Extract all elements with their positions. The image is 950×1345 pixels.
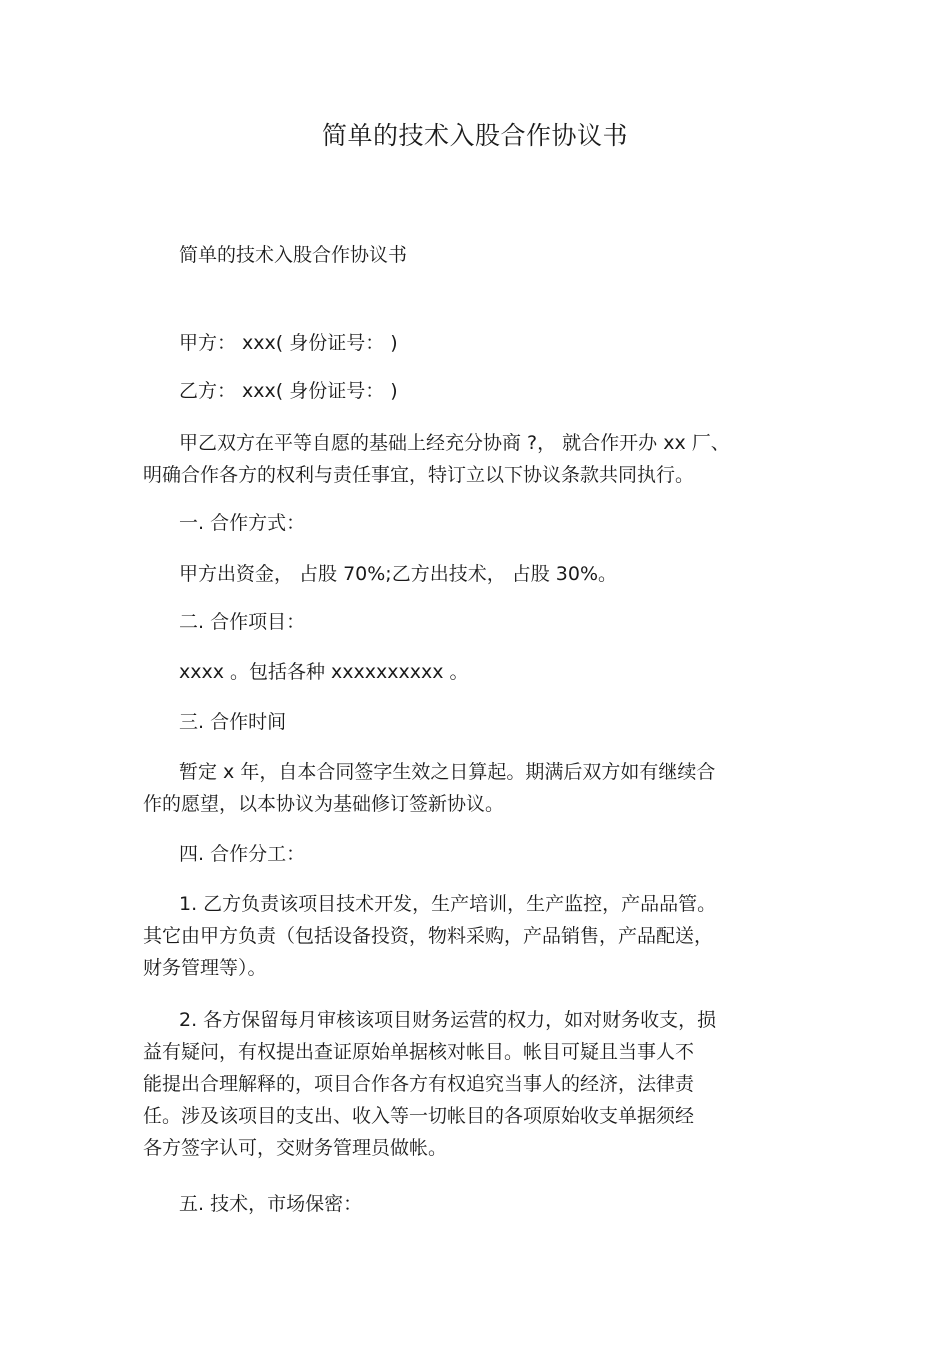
section3-line: 作的愿望，以本协议为基础修订签新协议。 [143, 793, 505, 815]
section1-heading: 一. 合作方式： [179, 512, 306, 534]
section1-body: 甲方出资金， 占股 70%;乙方出技术， 占股 30%。 [179, 563, 618, 585]
section5-heading: 五. 技术，市场保密： [179, 1193, 363, 1215]
item2-line: 益有疑问，有权提出查证原始单据核对帐目。帐目可疑且当事人不 [143, 1041, 695, 1063]
item2-line: 2. 各方保留每月审核该项目财务运营的权力，如对财务收支，损 [179, 1009, 717, 1031]
document-title: 简单的技术入股合作协议书 [321, 121, 628, 150]
subtitle: 简单的技术入股合作协议书 [179, 244, 408, 266]
item1-paragraph [143, 888, 823, 984]
party-b-line: 乙方： xxx( 身份证号： ) [179, 380, 398, 402]
section3-heading: 三. 合作时间 [179, 711, 287, 733]
intro-line: 明确合作各方的权利与责任事宜，特订立以下协议条款共同执行。 [143, 464, 695, 486]
section2-body: xxxx 。包括各种 xxxxxxxxxx 。 [179, 661, 469, 683]
section3-paragraph [143, 756, 823, 820]
item2-line: 任。涉及该项目的支出、收入等一切帐目的各项原始收支单据须经 [143, 1105, 695, 1127]
item2-paragraph [143, 1004, 823, 1164]
party-a-line: 甲方： xxx( 身份证号： ) [179, 332, 398, 354]
item1-line: 1. 乙方负责该项目技术开发，生产培训，生产监控，产品品管。 [179, 893, 717, 915]
intro-line: 甲乙双方在平等自愿的基础上经充分协商 ?， 就合作开办 xx 厂、 [179, 432, 730, 454]
item1-line: 财务管理等）。 [143, 957, 267, 979]
intro-paragraph [143, 427, 823, 491]
item2-line: 能提出合理解释的，项目合作各方有权追究当事人的经济，法律责 [143, 1073, 695, 1095]
section4-heading: 四. 合作分工： [179, 843, 306, 865]
section2-heading: 二. 合作项目： [179, 611, 306, 633]
section3-line: 暂定 x 年，自本合同签字生效之日算起。期满后双方如有继续合 [179, 761, 716, 783]
item1-line: 其它由甲方负责（包括设备投资，物料采购，产品销售，产品配送， [143, 925, 714, 947]
item2-line: 各方签字认可，交财务管理员做帐。 [143, 1137, 448, 1159]
